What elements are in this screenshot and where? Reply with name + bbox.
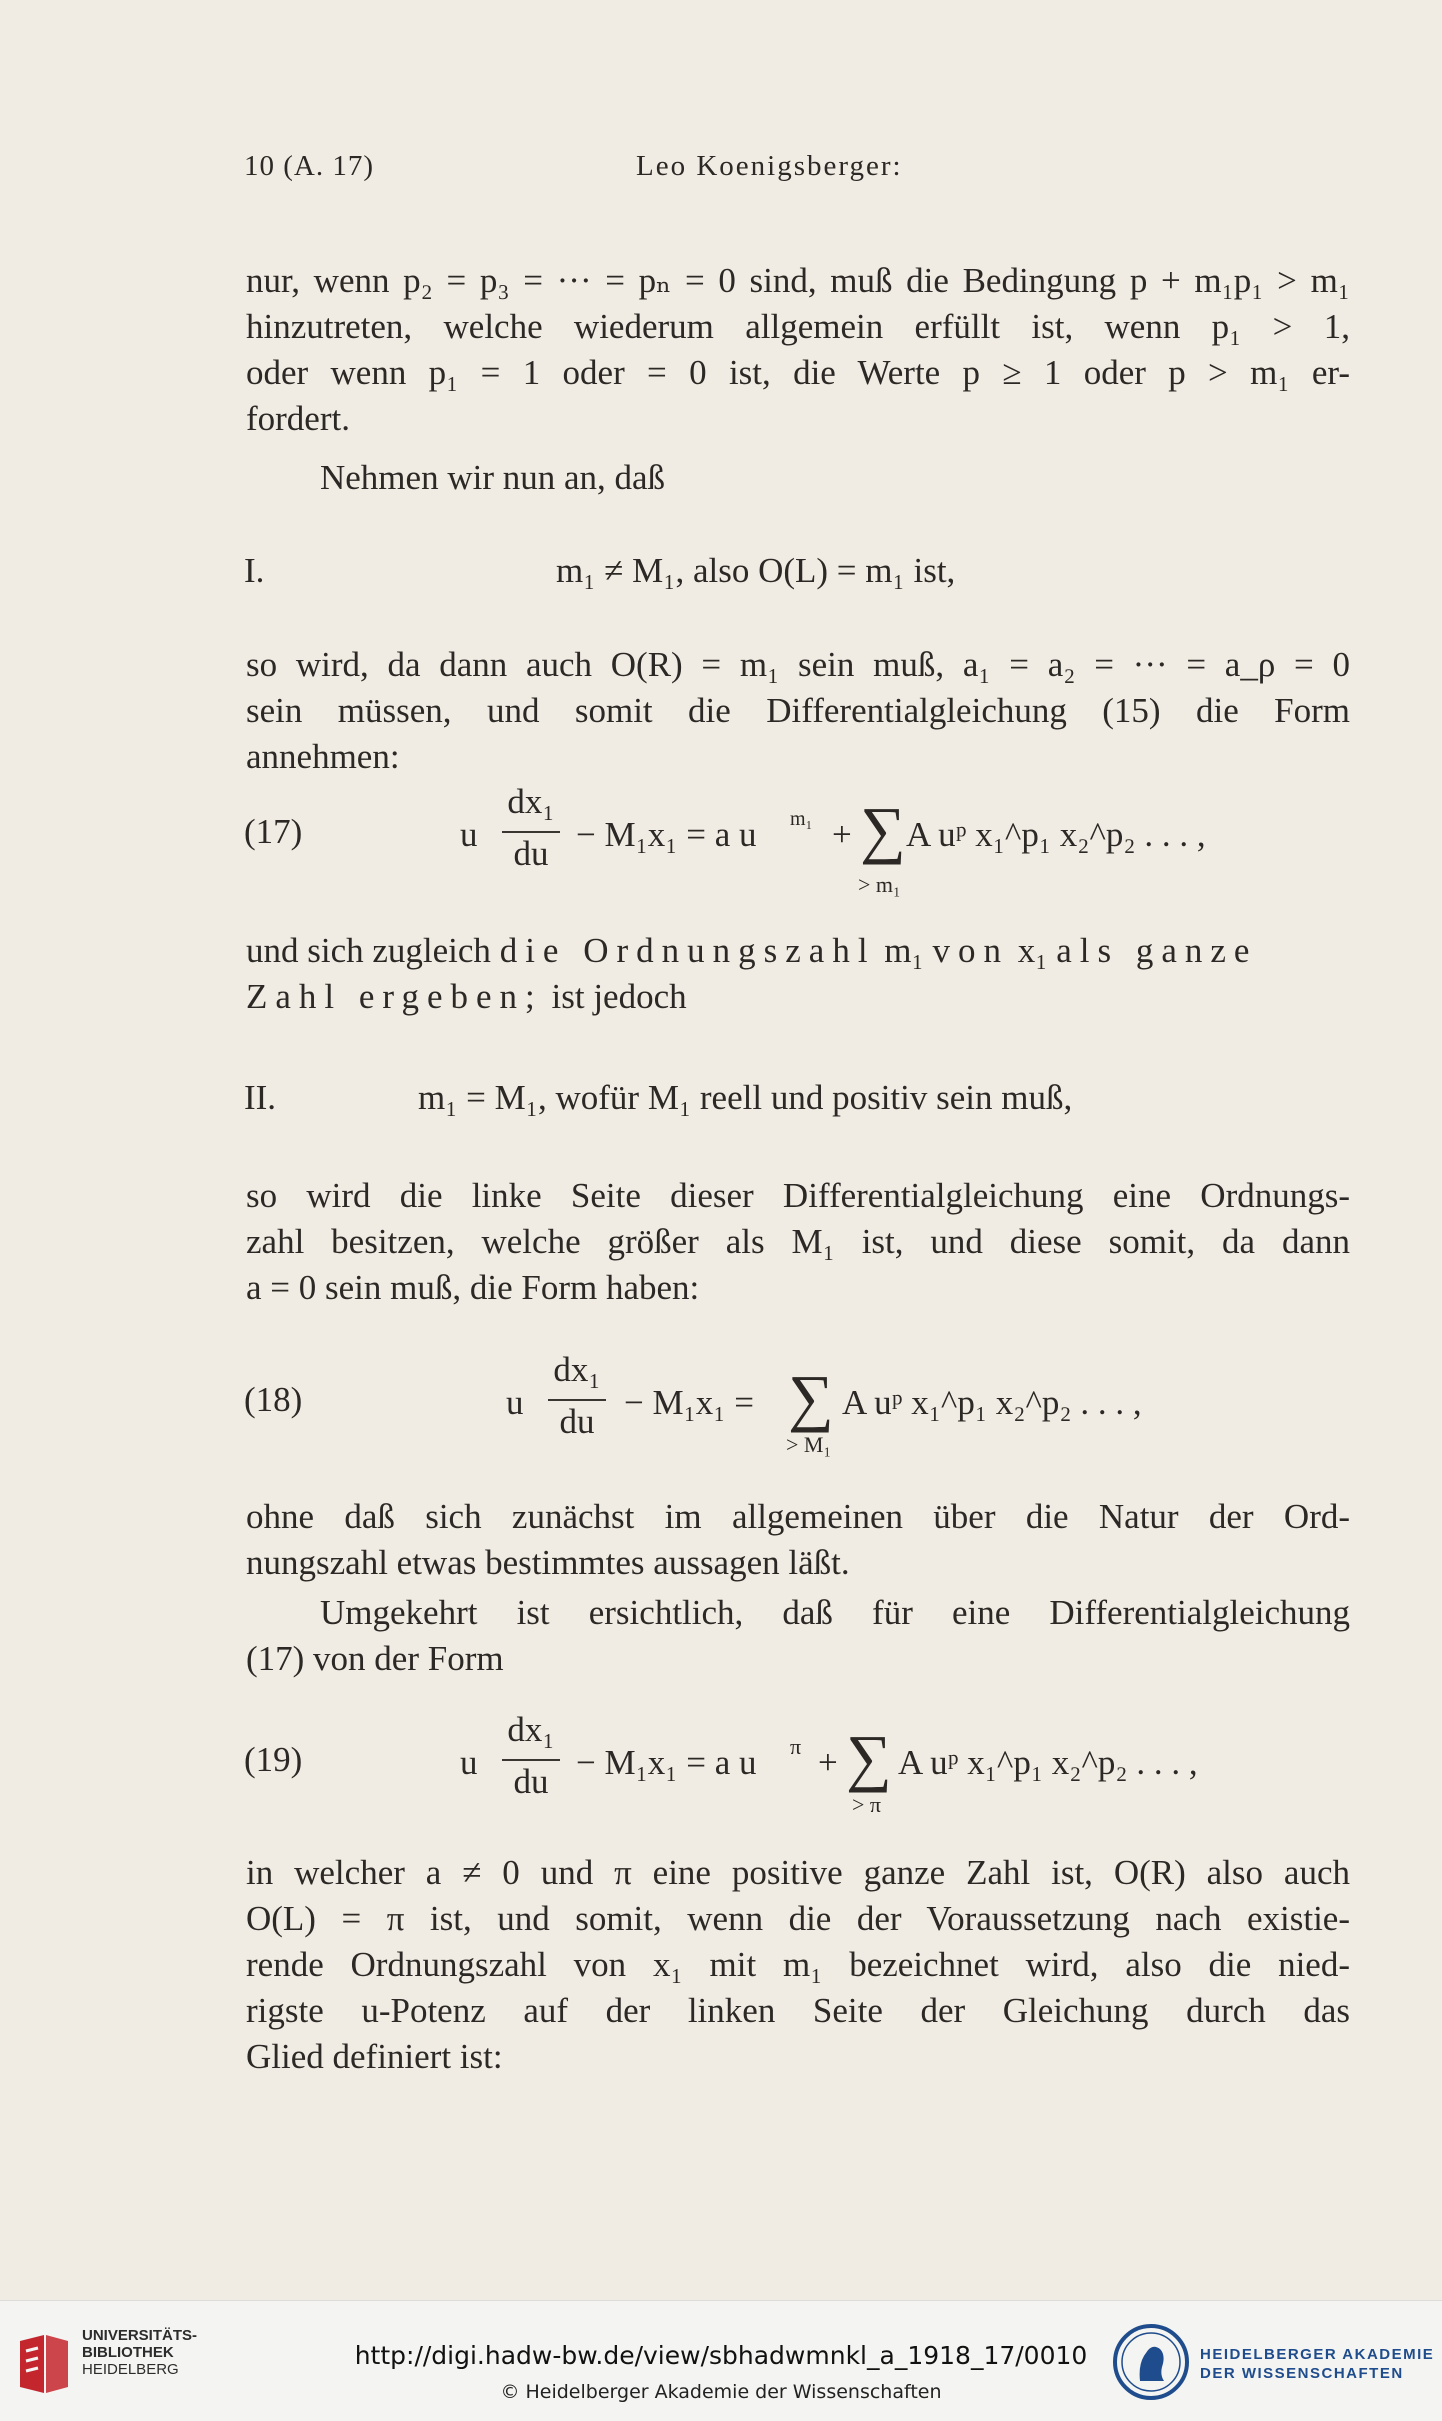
sigma-subscript: > M₁ [786, 1432, 832, 1457]
text-line: so wird die linke Seite dieser Differentialgleichung eine Ordnungs- [246, 1176, 1350, 1215]
text-line: Nehmen wir nun an, daß [320, 458, 666, 497]
text-line: oder wenn p₁ = 1 oder = 0 ist, die Werte p ≥ 1 oder p > m₁ er- [246, 353, 1350, 392]
sigma-symbol: ∑ [860, 794, 906, 865]
eq-u: u [460, 1743, 478, 1782]
text-line: nungszahl etwas bestimmtes aussagen läßt. [246, 1543, 850, 1582]
eq-exponent: m₁ [790, 808, 813, 830]
text-span: und sich zugleich [246, 931, 500, 970]
denominator: du [513, 834, 549, 873]
logo-text-line: DER WISSENSCHAFTEN [1200, 2365, 1404, 2382]
denominator: du [559, 1402, 595, 1441]
text-line: annehmen: [246, 737, 400, 776]
sigma-symbol: ∑ [846, 1722, 892, 1793]
emphasis-span: von [932, 931, 1009, 970]
equation-number: (18) [244, 1380, 303, 1419]
sigma-subscript: > m₁ [858, 872, 901, 897]
fraction-bar [502, 831, 560, 833]
sigma-symbol: ∑ [788, 1362, 834, 1433]
fraction-dx-du [548, 1350, 606, 1450]
viewer-footer [0, 2300, 1442, 2421]
eq-lhs: − M₁x₁ = a u [576, 815, 757, 854]
numerator: dx₁ [553, 1350, 601, 1389]
fraction-dx-du [502, 1710, 560, 1810]
numerator: dx₁ [507, 782, 555, 821]
case-label: I. [244, 551, 265, 590]
running-head-author: Leo Koenigsberger: [636, 150, 903, 182]
eq-rhs: A uᵖ x₁^p₁ x₂^p₂ . . . , [906, 815, 1206, 854]
fraction-dx-du [502, 782, 560, 882]
text-line: zahl besitzen, welche größer als M₁ ist, und diese somit, da dann [246, 1222, 1350, 1261]
eq-plus: + [818, 1743, 838, 1782]
logo-text-line: UNIVERSITÄTS- [82, 2327, 198, 2344]
logo-text-line: HEIDELBERGER AKADEMIE [1200, 2346, 1435, 2363]
text-line: fordert. [246, 399, 350, 438]
text-line: hinzutreten, welche wiederum allgemein erfüllt ist, wenn p₁ > 1, [246, 307, 1350, 346]
text-line: rende Ordnungszahl von x₁ mit m₁ bezeichnet wird, also die nied- [246, 1945, 1350, 1984]
academy-seal-logo [1112, 2323, 1190, 2401]
equation-number: (19) [244, 1740, 303, 1779]
logo-text-line: HEIDELBERG [82, 2361, 179, 2378]
denominator: du [513, 1762, 549, 1801]
equation-number: (17) [244, 812, 303, 851]
eq-exponent: π [790, 1734, 802, 1759]
text-line: a = 0 sein muß, die Form haben: [246, 1268, 700, 1307]
text-line: sein müssen, und somit die Differentialgleichung (15) die Form [246, 691, 1350, 730]
eq-u: u [506, 1383, 524, 1422]
text-span: m₁ [875, 931, 933, 970]
copyright-notice: © Heidelberger Akademie der Wissenschaften [500, 2381, 942, 2403]
text-line-spaced [246, 928, 1350, 974]
text-line: Umgekehrt ist ersichtlich, daß für eine Differentialgleichung [320, 1593, 1350, 1632]
case-statement: m₁ ≠ M₁, also O(L) = m₁ ist, [556, 551, 956, 590]
fraction-bar [502, 1759, 560, 1761]
emphasis-span: Zahl ergeben; [246, 977, 543, 1016]
fraction-bar [548, 1399, 606, 1401]
text-line: O(L) = π ist, und somit, wenn die der Voraussetzung nach existie- [246, 1899, 1350, 1938]
numerator: dx₁ [507, 1710, 555, 1749]
text-line: so wird, da dann auch O(R) = m₁ sein muß, a₁ = a₂ = ··· = a_ρ = 0 [246, 645, 1350, 684]
eq-plus: + [832, 815, 852, 854]
text-span: ist jedoch [542, 977, 687, 1016]
eq-lhs: − M₁x₁ = [624, 1383, 755, 1422]
case-label: II. [244, 1078, 277, 1117]
eq-rhs: A uᵖ x₁^p₁ x₂^p₂ . . . , [898, 1743, 1198, 1782]
emphasis-span: als ganze [1056, 931, 1258, 970]
text-line: rigste u-Potenz auf der linken Seite der Gleichung durch das [246, 1991, 1350, 2030]
permalink-url[interactable]: http://digi.hadw-bw.de/view/sbhadwmnkl_a_1918_17/0010 [354, 2341, 1088, 2370]
eq-rhs: A uᵖ x₁^p₁ x₂^p₂ . . . , [842, 1383, 1142, 1422]
text-line: Glied definiert ist: [246, 2037, 503, 2076]
text-span: x₁ [1008, 931, 1057, 970]
eq-u: u [460, 815, 478, 854]
emphasis-span: die Ordnungszahl [499, 931, 876, 970]
text-line: (17) von der Form [246, 1639, 504, 1678]
text-line: ohne daß sich zunächst im allgemeinen über die Natur der Ord- [246, 1497, 1350, 1536]
logo-text-line: BIBLIOTHEK [82, 2344, 174, 2361]
eq-lhs: − M₁x₁ = a u [576, 1743, 757, 1782]
text-line: in welcher a ≠ 0 und π eine positive ganze Zahl ist, O(R) also auch [246, 1853, 1350, 1892]
case-statement: m₁ = M₁, wofür M₁ reell und positiv sein muß, [418, 1078, 1073, 1117]
academy-name [1200, 2345, 1434, 2383]
text-line: nur, wenn p₂ = p₃ = ··· = pₙ = 0 sind, muß die Bedingung p + m₁p₁ > m₁ [246, 261, 1350, 300]
page-number: 10 (A. 17) [244, 150, 375, 182]
text-line-spaced [246, 974, 1350, 1020]
sigma-subscript: > π [852, 1792, 882, 1817]
